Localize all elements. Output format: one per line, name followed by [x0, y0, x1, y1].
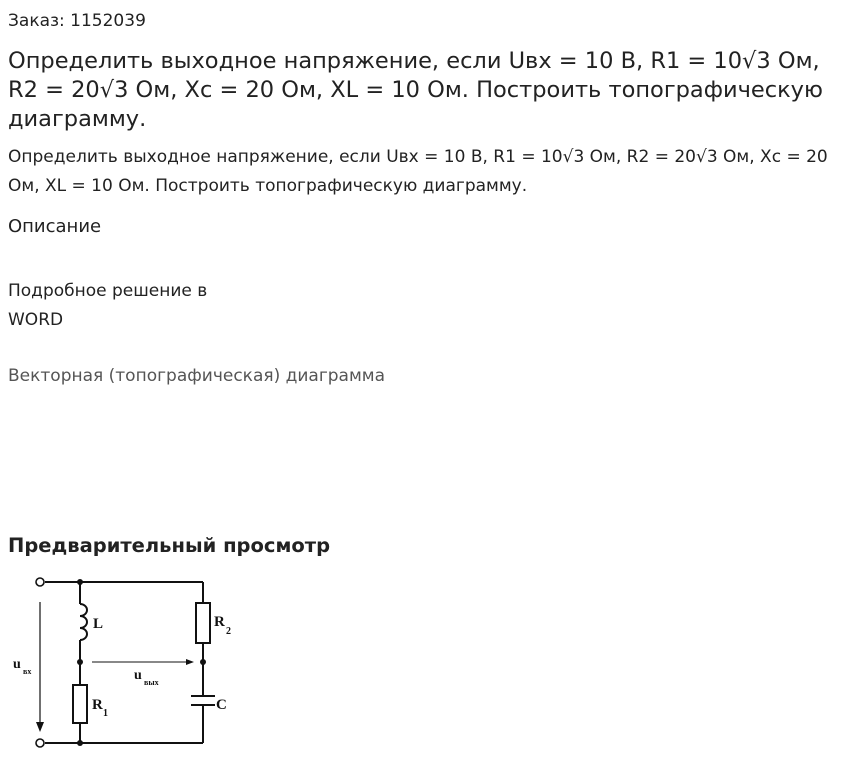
- label-r2-sub: 2: [226, 626, 231, 637]
- label-inductor: L: [93, 616, 104, 632]
- label-r2: R: [214, 614, 225, 630]
- label-uin: u: [13, 657, 21, 672]
- node-top-left: [77, 579, 83, 585]
- label-uin-sub: вх: [23, 667, 32, 676]
- preview-heading: Предварительный просмотр: [8, 534, 331, 557]
- node-mid-right: [200, 659, 206, 665]
- label-r1: R: [92, 697, 103, 713]
- node-mid-left: [77, 659, 83, 665]
- description-section-label: Описание: [8, 216, 102, 237]
- output-arrow-head: [186, 659, 194, 665]
- circuit-diagram: [0, 568, 260, 758]
- node-bottom-left: [77, 740, 83, 746]
- label-capacitor: C: [216, 697, 227, 713]
- label-uout: u: [134, 668, 142, 683]
- label-uout-sub: вых: [144, 678, 159, 687]
- vector-diagram-link[interactable]: Векторная (топографическая) диаграмма: [8, 366, 386, 386]
- input-terminal-top: [36, 578, 44, 586]
- page-title: Определить выходное напряжение, если Uвх = 10 В, R1 = 10√3 Ом, R2 = 20√3 Ом, Xc = 20 Ом, XL = 10 Ом. Построить топографическую диаграмму.: [8, 48, 823, 132]
- resistor-r1: [73, 685, 87, 723]
- label-r1-sub: 1: [103, 708, 108, 719]
- input-terminal-bottom: [36, 739, 44, 747]
- solution-format-text: Подробное решение в WORD: [8, 281, 208, 330]
- order-number: Заказ: 1152039: [8, 11, 146, 31]
- input-arrow-head: [36, 722, 44, 732]
- problem-description: Определить выходное напряжение, если Uвх = 10 В, R1 = 10√3 Ом, R2 = 20√3 Ом, Xc = 20 Ом, XL = 10 Ом. Построить топографическую диаграмму.: [8, 147, 828, 196]
- resistor-r2: [196, 603, 210, 643]
- inductor: [80, 604, 87, 640]
